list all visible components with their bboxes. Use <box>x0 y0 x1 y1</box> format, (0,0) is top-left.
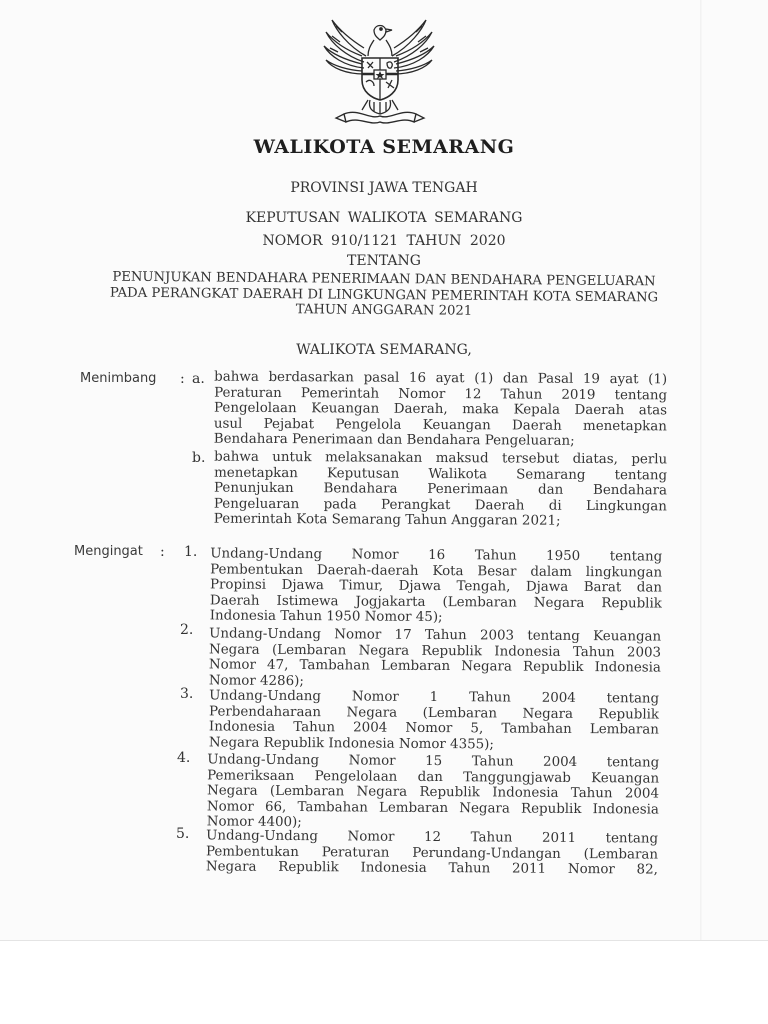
text-line: Negara (Lembaran Negara Republik Indonesia Tahun 2004 <box>206 783 660 802</box>
text-line: bahwa berdasarkan pasal 16 ayat (1) dan Pasal 19 ayat (1) <box>214 369 668 388</box>
text-line: Peraturan Pemerintah Nomor 12 Tahun 2019 tentang <box>214 385 668 403</box>
menimbang-label: Menimbang <box>80 371 157 386</box>
garuda-emblem-icon <box>318 16 440 128</box>
province-line: PROVINSI JAWA TENGAH <box>290 180 478 196</box>
page-title: WALIKOTA SEMARANG <box>253 136 515 158</box>
text-line: Negara Republik Indonesia Tahun 2011 Nomor 82, <box>205 859 658 878</box>
text-line: Undang-Undang Nomor 12 Tahun 2011 tentang <box>206 828 659 847</box>
text-line: Pembentukan Peraturan Perundang-Undangan (Lembaran <box>205 843 659 863</box>
text-line: Daerah Istimewa Jogjakarta (Lembaran Negara Republik <box>209 592 662 612</box>
text-line: Pengelolaan Keuangan Daerah, maka Kepala Daerah atas <box>213 400 668 419</box>
text-line: Penunjukan Bendahara Penerimaan dan Bendahara <box>213 480 668 499</box>
text-line: Pemerintah Kota Semarang Tahun Anggaran 2021; <box>213 511 561 529</box>
mengingat-item-1 <box>210 546 663 627</box>
mengingat-marker-3: 3. <box>180 686 194 702</box>
text-line: Indonesia Tahun 2004 Nomor 5, Tambahan Lembaran <box>208 719 659 738</box>
text-line: Pengeluaran pada Perangkat Daerah di Lingkungan <box>213 496 667 514</box>
menimbang-item-a <box>214 370 667 450</box>
text-line: Nomor 47, Tambahan Lembaran Negara Republik Indonesia <box>208 657 661 676</box>
text-line: Nomor 4400); <box>206 814 302 831</box>
text-line: Pemeriksaan Pengelolaan dan Tanggungjawab Keuangan <box>207 767 660 787</box>
subject-line-1: PENUNJUKAN BENDAHARA PENERIMAAN DAN BENDAHARA PENGELUARAN <box>112 269 656 290</box>
mengingat-item-5 <box>206 828 658 878</box>
text-line: Propinsi Djawa Timur, Djawa Tengah, Djawa Barat dan <box>209 577 663 596</box>
text-line: Undang-Undang Nomor 1 Tahun 2004 tentang <box>209 688 660 707</box>
menimbang-marker-a: a. <box>192 371 205 387</box>
text-line: Bendahara Penerimaan dan Bendahara Pengeluaran; <box>213 431 575 449</box>
text-line: usul Pejabat Pengelola Keuangan Daerah menetapkan <box>213 416 667 434</box>
decree-number: NOMOR 910/1121 TAHUN 2020 <box>262 233 506 249</box>
text-line: Indonesia Tahun 1950 Nomor 45); <box>209 608 443 626</box>
about-line: TENTANG <box>347 253 421 269</box>
menimbang-item-b <box>214 450 667 530</box>
mengingat-item-3 <box>209 688 659 753</box>
text-line: Pembentukan Daerah-daerah Kota Besar dalam lingkungan <box>210 561 663 581</box>
decree-line: KEPUTUSAN WALIKOTA SEMARANG <box>245 210 523 226</box>
text-line: Undang-Undang Nomor 15 Tahun 2004 tentang <box>207 752 660 771</box>
mengingat-marker-2: 2. <box>180 622 194 638</box>
text-line: menetapkan Keputusan Walikota Semarang tentang <box>214 465 668 483</box>
text-line: Nomor 66, Tambahan Lembaran Negara Republik Indonesia <box>206 798 659 818</box>
menimbang-marker-b: b. <box>192 450 206 466</box>
mengingat-marker-1: 1. <box>184 544 198 560</box>
mengingat-marker-4: 4. <box>177 750 191 766</box>
text-line: Nomor 4286); <box>208 672 304 689</box>
text-line: bahwa untuk melaksanakan maksud tersebut diatas, perlu <box>214 449 668 468</box>
text-line: Undang-Undang Nomor 17 Tahun 2003 tentang Keuangan <box>209 626 662 645</box>
mengingat-label: Mengingat <box>74 544 143 559</box>
subject-line-2: PADA PERANGKAT DAERAH DI LINGKUNGAN PEMERINTAH KOTA SEMARANG <box>109 285 659 306</box>
text-line: Perbendaharaan Negara (Lembaran Negara Republik <box>209 703 660 723</box>
mengingat-item-4 <box>207 752 660 833</box>
issuer-line: WALIKOTA SEMARANG, <box>296 342 472 358</box>
mengingat-colon: : <box>160 544 165 560</box>
text-line: Negara (Lembaran Negara Republik Indonesia Tahun 2003 <box>209 641 662 661</box>
mengingat-item-2 <box>209 626 661 691</box>
mengingat-marker-5: 5. <box>176 826 190 842</box>
text-line: Negara Republik Indonesia Nomor 4355); <box>208 734 494 752</box>
menimbang-colon: : <box>180 371 185 387</box>
text-line: Undang-Undang Nomor 16 Tahun 1950 tentang <box>210 546 663 565</box>
subject-line-3: TAHUN ANGGARAN 2021 <box>295 302 473 319</box>
